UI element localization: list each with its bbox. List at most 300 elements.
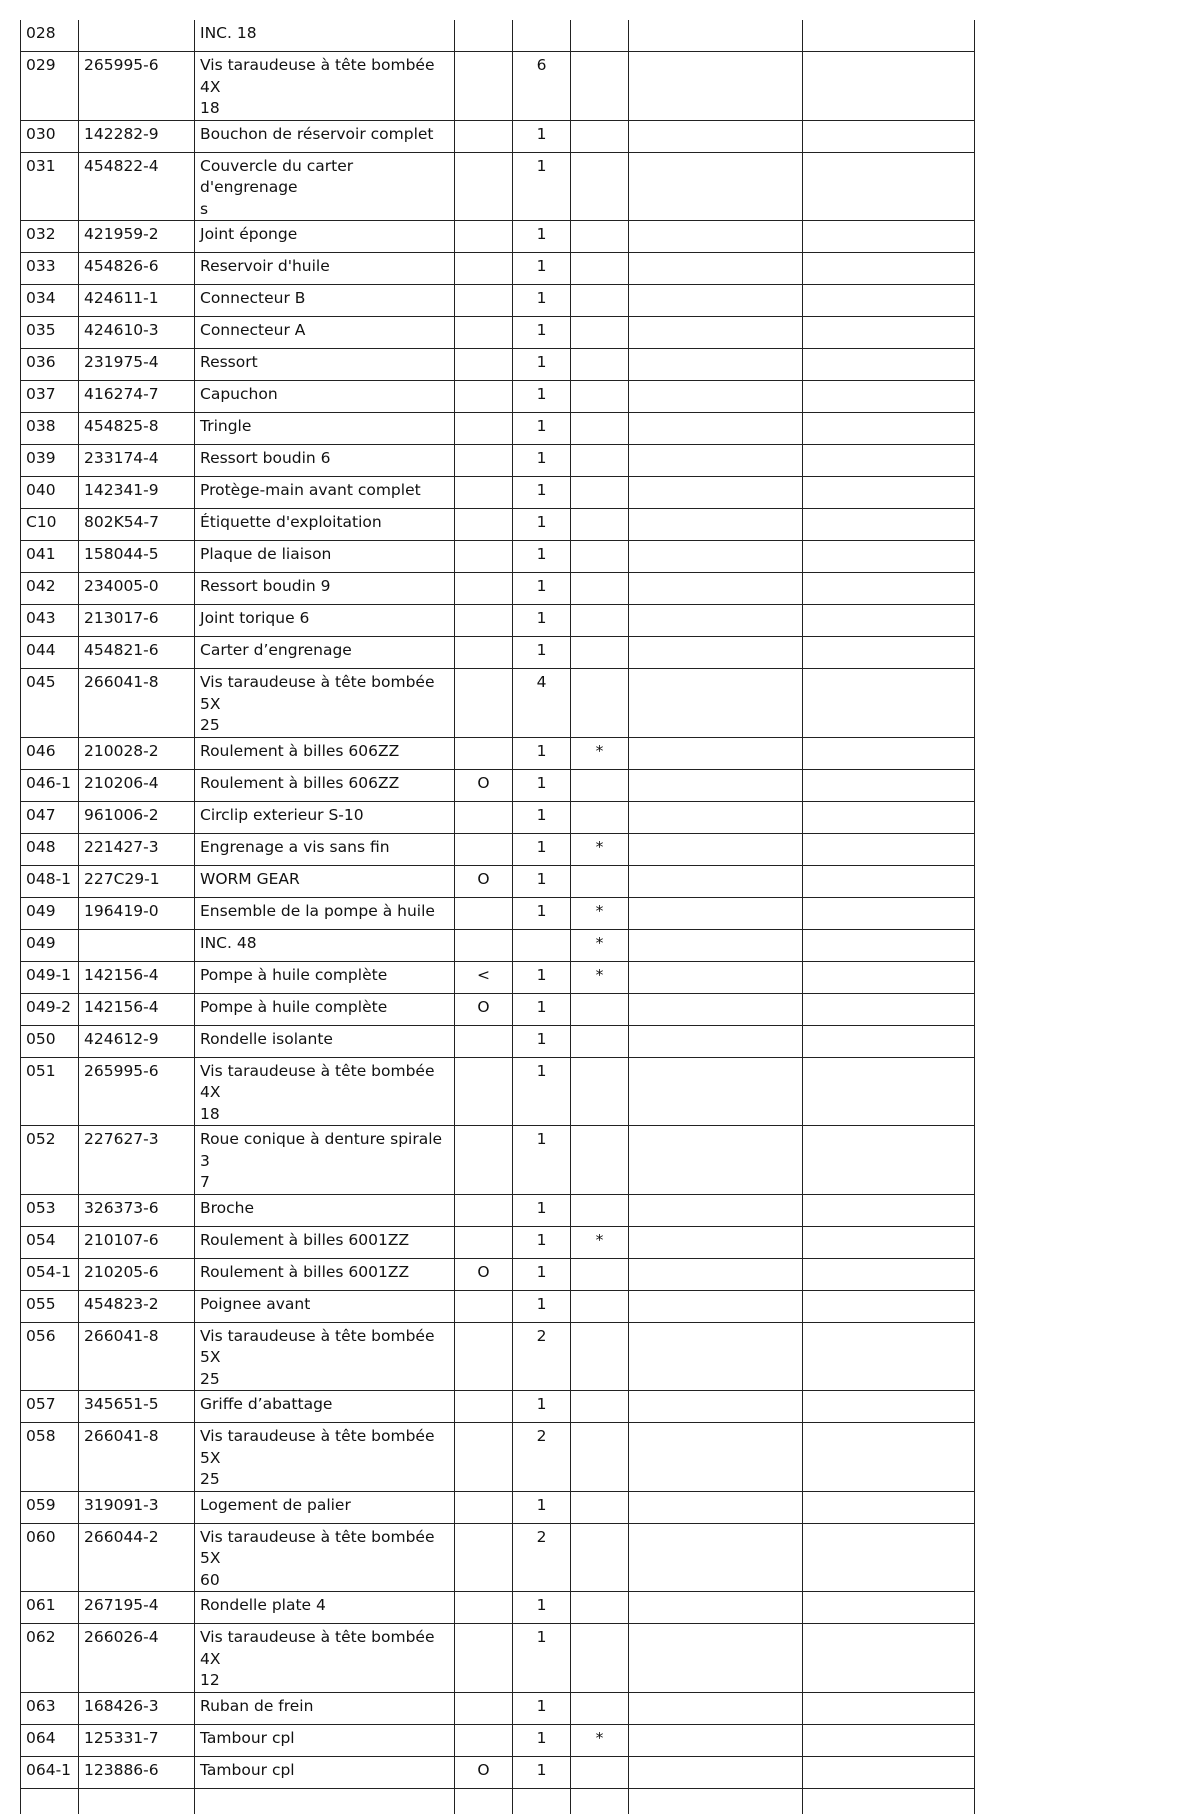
table-row	[21, 605, 975, 637]
option-cell	[455, 929, 513, 961]
blank-cell-a	[629, 961, 803, 993]
option-cell	[455, 413, 513, 445]
table-row	[21, 1322, 975, 1391]
blank-cell-a	[629, 1194, 803, 1226]
description-cell: Capuchon	[195, 381, 455, 413]
option-cell	[455, 1391, 513, 1423]
table-row	[21, 1391, 975, 1423]
table-row	[21, 1226, 975, 1258]
blank-cell-b	[803, 737, 975, 769]
description-cell: Roue conique à denture spirale 3 7	[195, 1126, 455, 1195]
option-cell	[455, 120, 513, 152]
blank-cell-b	[803, 285, 975, 317]
mark-cell	[571, 993, 629, 1025]
description-cell: Vis taraudeuse à tête bombée 5X 25	[195, 669, 455, 738]
table-row	[21, 477, 975, 509]
table-row	[21, 152, 975, 221]
part-number-cell: 142282-9	[79, 120, 195, 152]
blank-cell-a	[629, 637, 803, 669]
mark-cell	[571, 1692, 629, 1724]
quantity-cell: 1	[513, 1258, 571, 1290]
description-cell: Broche	[195, 1194, 455, 1226]
mark-cell: *	[571, 961, 629, 993]
item-number-cell: 031	[21, 152, 79, 221]
blank-cell-a	[629, 1523, 803, 1592]
part-number-cell: 267195-4	[79, 1592, 195, 1624]
part-number-cell: 961006-2	[79, 801, 195, 833]
blank-cell-b	[803, 120, 975, 152]
blank-cell-a	[629, 445, 803, 477]
table-row	[21, 1194, 975, 1226]
option-cell	[455, 541, 513, 573]
item-number-cell: 032	[21, 221, 79, 253]
table-row	[21, 897, 975, 929]
part-number-cell: 234005-0	[79, 573, 195, 605]
mark-cell: *	[571, 929, 629, 961]
description-cell: Pompe à huile complète	[195, 993, 455, 1025]
mark-cell	[571, 52, 629, 121]
quantity-cell: 1	[513, 1290, 571, 1322]
mark-cell	[571, 381, 629, 413]
item-number-cell: 046-1	[21, 769, 79, 801]
mark-cell	[571, 637, 629, 669]
description-cell	[195, 1788, 455, 1814]
blank-cell-b	[803, 769, 975, 801]
description-cell: Connecteur A	[195, 317, 455, 349]
table-row	[21, 669, 975, 738]
blank-cell-a	[629, 52, 803, 121]
blank-cell-a	[629, 509, 803, 541]
part-number-cell: 266041-8	[79, 669, 195, 738]
description-cell: Rondelle plate 4	[195, 1592, 455, 1624]
quantity-cell: 1	[513, 961, 571, 993]
description-cell: Ressort boudin 6	[195, 445, 455, 477]
table-row	[21, 1592, 975, 1624]
part-number-cell: 454826-6	[79, 253, 195, 285]
quantity-cell: 1	[513, 769, 571, 801]
mark-cell: *	[571, 897, 629, 929]
mark-cell	[571, 1290, 629, 1322]
blank-cell-b	[803, 477, 975, 509]
table-row	[21, 445, 975, 477]
mark-cell	[571, 801, 629, 833]
blank-cell-b	[803, 573, 975, 605]
table-row	[21, 1624, 975, 1693]
table-row	[21, 769, 975, 801]
blank-cell-a	[629, 120, 803, 152]
parts-list-body	[21, 20, 975, 1814]
blank-cell-b	[803, 1057, 975, 1126]
table-row	[21, 1423, 975, 1492]
quantity-cell: 1	[513, 1025, 571, 1057]
quantity-cell: 1	[513, 317, 571, 349]
table-row	[21, 865, 975, 897]
option-cell	[455, 801, 513, 833]
quantity-cell: 1	[513, 637, 571, 669]
blank-cell-b	[803, 1194, 975, 1226]
part-number-cell: 227C29-1	[79, 865, 195, 897]
blank-cell-b	[803, 1423, 975, 1492]
option-cell	[455, 1322, 513, 1391]
quantity-cell: 1	[513, 381, 571, 413]
item-number-cell: 063	[21, 1692, 79, 1724]
quantity-cell: 1	[513, 413, 571, 445]
blank-cell-b	[803, 1724, 975, 1756]
quantity-cell: 1	[513, 897, 571, 929]
description-cell: Roulement à billes 606ZZ	[195, 737, 455, 769]
item-number-cell: 036	[21, 349, 79, 381]
quantity-cell: 1	[513, 477, 571, 509]
parts-list-table	[20, 20, 975, 1814]
quantity-cell: 1	[513, 801, 571, 833]
table-row	[21, 961, 975, 993]
description-cell: Vis taraudeuse à tête bombée 4X 12	[195, 1624, 455, 1693]
blank-cell-a	[629, 1258, 803, 1290]
table-row	[21, 1025, 975, 1057]
blank-cell-b	[803, 1258, 975, 1290]
item-number-cell: 049	[21, 897, 79, 929]
item-number-cell: 035	[21, 317, 79, 349]
mark-cell	[571, 1194, 629, 1226]
mark-cell	[571, 1322, 629, 1391]
blank-cell-a	[629, 541, 803, 573]
blank-cell-a	[629, 20, 803, 52]
quantity-cell: 1	[513, 1592, 571, 1624]
blank-cell-b	[803, 801, 975, 833]
part-number-cell: 424610-3	[79, 317, 195, 349]
option-cell	[455, 1592, 513, 1624]
part-number-cell	[79, 1788, 195, 1814]
option-cell	[455, 445, 513, 477]
quantity-cell: 1	[513, 1756, 571, 1788]
option-cell	[455, 52, 513, 121]
quantity-cell: 2	[513, 1322, 571, 1391]
quantity-cell	[513, 1788, 571, 1814]
blank-cell-b	[803, 221, 975, 253]
blank-cell-a	[629, 152, 803, 221]
blank-cell-b	[803, 541, 975, 573]
option-cell	[455, 1025, 513, 1057]
description-cell: Rondelle isolante	[195, 1025, 455, 1057]
item-number-cell: 056	[21, 1322, 79, 1391]
blank-cell-b	[803, 1592, 975, 1624]
blank-cell-b	[803, 349, 975, 381]
blank-cell-b	[803, 317, 975, 349]
mark-cell	[571, 769, 629, 801]
part-number-cell: 424611-1	[79, 285, 195, 317]
table-row	[21, 20, 975, 52]
blank-cell-b	[803, 253, 975, 285]
table-row	[21, 993, 975, 1025]
blank-cell-b	[803, 833, 975, 865]
blank-cell-a	[629, 253, 803, 285]
part-number-cell: 168426-3	[79, 1692, 195, 1724]
option-cell	[455, 605, 513, 637]
blank-cell-a	[629, 317, 803, 349]
part-number-cell: 421959-2	[79, 221, 195, 253]
table-row	[21, 253, 975, 285]
part-number-cell: 266026-4	[79, 1624, 195, 1693]
item-number-cell: 048	[21, 833, 79, 865]
quantity-cell: 4	[513, 669, 571, 738]
quantity-cell: 1	[513, 1624, 571, 1693]
mark-cell	[571, 349, 629, 381]
mark-cell	[571, 509, 629, 541]
item-number-cell: 057	[21, 1391, 79, 1423]
table-row	[21, 285, 975, 317]
description-cell: Vis taraudeuse à tête bombée 5X 25	[195, 1423, 455, 1492]
mark-cell	[571, 1391, 629, 1423]
part-number-cell: 416274-7	[79, 381, 195, 413]
quantity-cell: 1	[513, 509, 571, 541]
description-cell: Protège-main avant complet	[195, 477, 455, 509]
blank-cell-a	[629, 349, 803, 381]
blank-cell-a	[629, 477, 803, 509]
option-cell: O	[455, 1756, 513, 1788]
blank-cell-b	[803, 929, 975, 961]
mark-cell	[571, 605, 629, 637]
blank-cell-a	[629, 381, 803, 413]
blank-cell-b	[803, 1025, 975, 1057]
blank-cell-b	[803, 445, 975, 477]
table-row	[21, 381, 975, 413]
table-row	[21, 573, 975, 605]
part-number-cell: 319091-3	[79, 1491, 195, 1523]
blank-cell-a	[629, 1057, 803, 1126]
option-cell	[455, 737, 513, 769]
option-cell	[455, 573, 513, 605]
description-cell: Griffe d’abattage	[195, 1391, 455, 1423]
option-cell	[455, 1724, 513, 1756]
item-number-cell: 033	[21, 253, 79, 285]
item-number-cell	[21, 1788, 79, 1814]
quantity-cell	[513, 20, 571, 52]
option-cell	[455, 669, 513, 738]
option-cell	[455, 1523, 513, 1592]
table-row	[21, 221, 975, 253]
quantity-cell: 1	[513, 573, 571, 605]
option-cell	[455, 221, 513, 253]
blank-cell-a	[629, 1423, 803, 1492]
description-cell: Connecteur B	[195, 285, 455, 317]
mark-cell	[571, 20, 629, 52]
item-number-cell: 058	[21, 1423, 79, 1492]
quantity-cell: 1	[513, 349, 571, 381]
description-cell: Couvercle du carter d'engrenage s	[195, 152, 455, 221]
quantity-cell	[513, 929, 571, 961]
quantity-cell: 2	[513, 1523, 571, 1592]
description-cell: Vis taraudeuse à tête bombée 4X 18	[195, 52, 455, 121]
mark-cell	[571, 285, 629, 317]
blank-cell-a	[629, 929, 803, 961]
item-number-cell: 054	[21, 1226, 79, 1258]
blank-cell-b	[803, 1391, 975, 1423]
blank-cell-a	[629, 769, 803, 801]
quantity-cell: 1	[513, 1226, 571, 1258]
blank-cell-a	[629, 1391, 803, 1423]
quantity-cell: 1	[513, 253, 571, 285]
part-number-cell: 265995-6	[79, 52, 195, 121]
table-row	[21, 1057, 975, 1126]
mark-cell	[571, 1126, 629, 1195]
description-cell: Ressort	[195, 349, 455, 381]
option-cell	[455, 509, 513, 541]
item-number-cell: 050	[21, 1025, 79, 1057]
part-number-cell: 424612-9	[79, 1025, 195, 1057]
quantity-cell: 1	[513, 993, 571, 1025]
option-cell	[455, 1692, 513, 1724]
mark-cell	[571, 1756, 629, 1788]
blank-cell-a	[629, 1226, 803, 1258]
mark-cell	[571, 865, 629, 897]
mark-cell	[571, 413, 629, 445]
item-number-cell: 038	[21, 413, 79, 445]
table-row	[21, 413, 975, 445]
mark-cell	[571, 669, 629, 738]
table-row	[21, 120, 975, 152]
option-cell	[455, 1126, 513, 1195]
option-cell	[455, 285, 513, 317]
item-number-cell: 051	[21, 1057, 79, 1126]
mark-cell	[571, 253, 629, 285]
description-cell: Ensemble de la pompe à huile	[195, 897, 455, 929]
part-number-cell: 802K54-7	[79, 509, 195, 541]
table-row	[21, 1692, 975, 1724]
blank-cell-b	[803, 152, 975, 221]
item-number-cell: 062	[21, 1624, 79, 1693]
blank-cell-b	[803, 1491, 975, 1523]
table-row	[21, 737, 975, 769]
mark-cell	[571, 1258, 629, 1290]
option-cell	[455, 833, 513, 865]
blank-cell-b	[803, 1226, 975, 1258]
item-number-cell: 044	[21, 637, 79, 669]
blank-cell-b	[803, 865, 975, 897]
table-row	[21, 1523, 975, 1592]
quantity-cell: 1	[513, 152, 571, 221]
blank-cell-a	[629, 1624, 803, 1693]
description-cell: Joint torique 6	[195, 605, 455, 637]
option-cell: O	[455, 769, 513, 801]
part-number-cell: 266044-2	[79, 1523, 195, 1592]
description-cell: Ruban de frein	[195, 1692, 455, 1724]
option-cell	[455, 1057, 513, 1126]
part-number-cell: 454822-4	[79, 152, 195, 221]
description-cell: Roulement à billes 6001ZZ	[195, 1258, 455, 1290]
blank-cell-b	[803, 605, 975, 637]
quantity-cell: 1	[513, 605, 571, 637]
mark-cell: *	[571, 833, 629, 865]
table-row	[21, 1491, 975, 1523]
mark-cell	[571, 573, 629, 605]
part-number-cell: 266041-8	[79, 1423, 195, 1492]
description-cell: Poignee avant	[195, 1290, 455, 1322]
blank-cell-b	[803, 1523, 975, 1592]
description-cell: INC. 18	[195, 20, 455, 52]
table-row	[21, 349, 975, 381]
option-cell	[455, 1290, 513, 1322]
quantity-cell: 1	[513, 541, 571, 573]
blank-cell-a	[629, 1788, 803, 1814]
item-number-cell: 028	[21, 20, 79, 52]
item-number-cell: 043	[21, 605, 79, 637]
blank-cell-b	[803, 1756, 975, 1788]
item-number-cell: 030	[21, 120, 79, 152]
blank-cell-a	[629, 413, 803, 445]
item-number-cell: 048-1	[21, 865, 79, 897]
blank-cell-b	[803, 52, 975, 121]
item-number-cell: 049-1	[21, 961, 79, 993]
description-cell: Circlip exterieur S-10	[195, 801, 455, 833]
blank-cell-a	[629, 833, 803, 865]
blank-cell-a	[629, 221, 803, 253]
part-number-cell: 142156-4	[79, 993, 195, 1025]
description-cell: Pompe à huile complète	[195, 961, 455, 993]
mark-cell	[571, 120, 629, 152]
part-number-cell: 210206-4	[79, 769, 195, 801]
part-number-cell: 142156-4	[79, 961, 195, 993]
part-number-cell	[79, 929, 195, 961]
table-row	[21, 509, 975, 541]
part-number-cell	[79, 20, 195, 52]
blank-cell-b	[803, 413, 975, 445]
item-number-cell: 040	[21, 477, 79, 509]
option-cell: O	[455, 993, 513, 1025]
description-cell: Vis taraudeuse à tête bombée 5X 60	[195, 1523, 455, 1592]
quantity-cell: 1	[513, 1724, 571, 1756]
item-number-cell: 029	[21, 52, 79, 121]
blank-cell-a	[629, 897, 803, 929]
mark-cell	[571, 541, 629, 573]
mark-cell	[571, 152, 629, 221]
item-number-cell: 034	[21, 285, 79, 317]
item-number-cell: 045	[21, 669, 79, 738]
description-cell: Tambour cpl	[195, 1756, 455, 1788]
quantity-cell: 1	[513, 865, 571, 897]
blank-cell-a	[629, 669, 803, 738]
item-number-cell: 046	[21, 737, 79, 769]
blank-cell-a	[629, 865, 803, 897]
blank-cell-a	[629, 1322, 803, 1391]
part-number-cell: 345651-5	[79, 1391, 195, 1423]
option-cell	[455, 349, 513, 381]
part-number-cell: 265995-6	[79, 1057, 195, 1126]
item-number-cell: 037	[21, 381, 79, 413]
description-cell: WORM GEAR	[195, 865, 455, 897]
item-number-cell: 064	[21, 1724, 79, 1756]
blank-cell-b	[803, 381, 975, 413]
blank-cell-b	[803, 1290, 975, 1322]
description-cell: Étiquette d'exploitation	[195, 509, 455, 541]
description-cell: Logement de palier	[195, 1491, 455, 1523]
description-cell: Vis taraudeuse à tête bombée 5X 25	[195, 1322, 455, 1391]
part-number-cell: 454823-2	[79, 1290, 195, 1322]
blank-cell-b	[803, 993, 975, 1025]
option-cell: O	[455, 1258, 513, 1290]
blank-cell-a	[629, 1290, 803, 1322]
description-cell: Ressort boudin 9	[195, 573, 455, 605]
blank-cell-a	[629, 993, 803, 1025]
part-number-cell: 210028-2	[79, 737, 195, 769]
option-cell	[455, 381, 513, 413]
quantity-cell: 1	[513, 221, 571, 253]
part-number-cell: 326373-6	[79, 1194, 195, 1226]
table-row	[21, 1724, 975, 1756]
description-cell: Engrenage a vis sans fin	[195, 833, 455, 865]
option-cell	[455, 317, 513, 349]
item-number-cell: 055	[21, 1290, 79, 1322]
blank-cell-b	[803, 1788, 975, 1814]
